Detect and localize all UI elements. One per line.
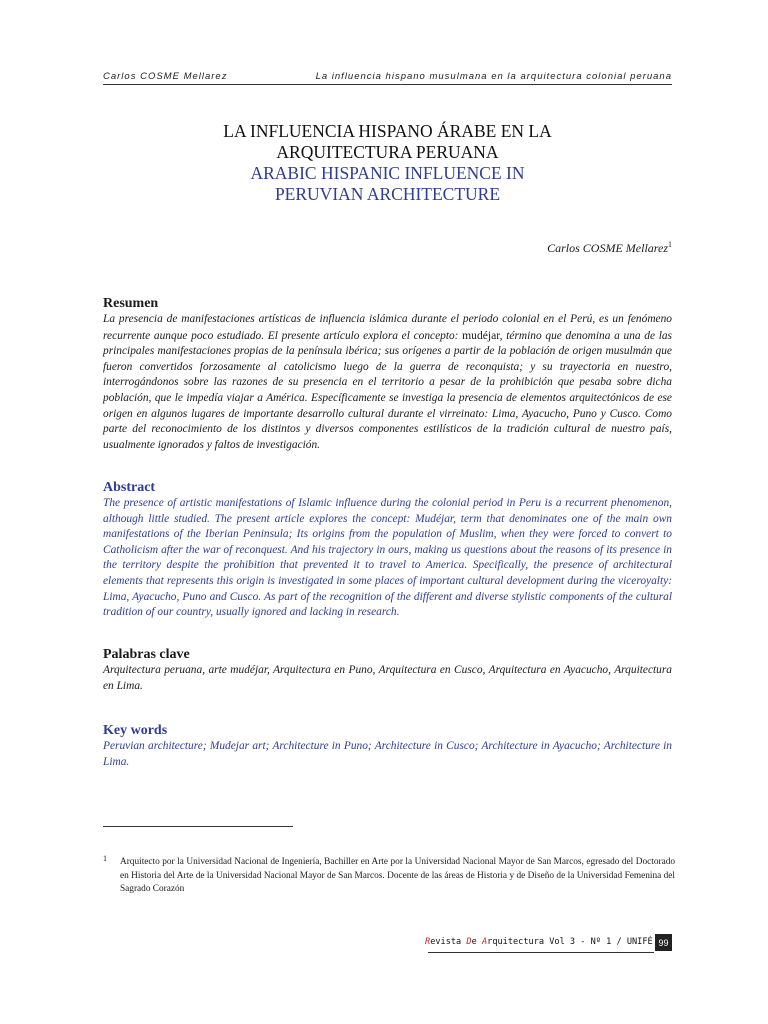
footer-rule xyxy=(428,952,654,953)
running-header-author: Carlos COSME Mellarez xyxy=(103,71,228,82)
footnote xyxy=(103,856,675,897)
footer-e: e xyxy=(471,937,482,947)
abstract-heading: Abstract xyxy=(103,480,156,495)
resumen-heading: Resumen xyxy=(103,296,159,311)
title-block xyxy=(103,121,672,205)
key-words-heading: Key words xyxy=(103,723,168,738)
footer-initial-r: R xyxy=(425,937,431,947)
resumen-term: mudéjar, xyxy=(462,328,503,342)
palabras-clave-text: Arquitectura peruana, arte mudéjar, Arquitectura en Puno, Arquitectura en Cusco, Arquitectura en Ayacucho, Arquitectura en Lima. xyxy=(103,664,672,692)
title-spanish-line-2: ARQUITECTURA PERUANA xyxy=(276,142,499,162)
resumen-section xyxy=(103,295,672,453)
footer-evista: evista xyxy=(430,937,467,947)
abstract-section xyxy=(103,479,672,621)
running-header-title: La influencia hispano musulmana en la arquitectura colonial peruana xyxy=(315,71,672,82)
title-english-line-1: ARABIC HISPANIC INFLUENCE IN xyxy=(250,163,525,183)
author-line xyxy=(103,240,672,256)
header-rule xyxy=(103,84,672,85)
palabras-clave-heading: Palabras clave xyxy=(103,647,190,662)
author-footnote-mark: 1 xyxy=(668,240,672,249)
footer-rest: rquitectura Vol 3 - Nº 1 / UNIFÉ xyxy=(487,937,653,947)
key-words-text: Peruvian architecture; Mudejar art; Architecture in Puno; Architecture in Cusco; Architecture in Ayacucho; Architecture in Lima. xyxy=(103,740,672,768)
author-name: Carlos COSME Mellarez xyxy=(547,241,668,255)
footer-initial-a: A xyxy=(481,937,488,947)
resumen-text-part-1: La presencia de manifestaciones artísticas de influencia islámica durante el periodo colonial en el Perú, es un fenómeno recurrente aunque poco estudiado. El presente artículo explora el concepto: xyxy=(103,313,672,342)
resumen-text xyxy=(103,312,672,453)
page-number-badge: 99 xyxy=(655,934,672,951)
resumen-text-part-2: término que denomina a una de las principales manifestaciones propias de la península ibérica; sus orígenes a partir de la población de origen musulmán que fueron convertidos forzosamente al catolicismo luego de la guerra de reconquista; y su trayectoria en nuestro, interrogándonos sobre las razones de su presencia en el territorio a pesar de la prohibición que pesaba sobre dicha población, que le impedía viajar a América. Específicamente se investiga la presencia de elementos arquitectónicos de ese origen en algunos lugares de importante desarrollo cultural durante el virreinato: Lima, Ayacucho, Puno y Cusco. Como parte del reconocimiento de los distintos y diversos componentes estilísticos de la tradición cultural de nuestro país, usualmente ignorados y faltos de investigación. xyxy=(103,329,672,451)
key-words-section xyxy=(103,722,672,770)
title-spanish-line-1: LA INFLUENCIA HISPANO ÁRABE EN LA xyxy=(223,121,552,141)
journal-footer xyxy=(425,937,653,947)
abstract-text: The presence of artistic manifestations of Islamic influence during the colonial period in Peru is a recurrent phenomenon, although little studied. The present article explores the concept: Mudéjar, term that denominates one of the main own manifestations of the Iberian Peninsula; Its origins from the population of Muslim, when they were forced to convert to Catholicism after the war of reconquest. And his trajectory in ours, making us questions about the reasons of its presence in the territory despite the prohibition that prevented it to travel to America. Specifically, the presence of architectural elements that represents this origin is investigated in some places of important cultural development during the viceroyalty: Lima, Ayacucho, Puno and Cusco. As part of the recognition of the different and diverse stylistic components of the cultural tradition of our country, usually ignored and lacking in research. xyxy=(103,497,672,619)
footnote-text: Arquitecto por la Universidad Nacional de Ingeniería, Bachiller en Arte por la Universidad Nacional Mayor de San Marcos, egresado del Doctorado en Historia del Arte de la Universidad Nacional Mayor de San Marcos. Docente de las áreas de Historia y de Diseño de la Universidad Femenina del Sagrado Corazón xyxy=(120,857,675,894)
palabras-clave-section xyxy=(103,646,672,694)
title-english-line-2: PERUVIAN ARCHITECTURE xyxy=(274,184,501,204)
footnote-mark: 1 xyxy=(103,854,107,863)
footnote-rule xyxy=(103,826,293,827)
footer-initial-d: D xyxy=(466,937,472,947)
running-header xyxy=(103,71,672,82)
